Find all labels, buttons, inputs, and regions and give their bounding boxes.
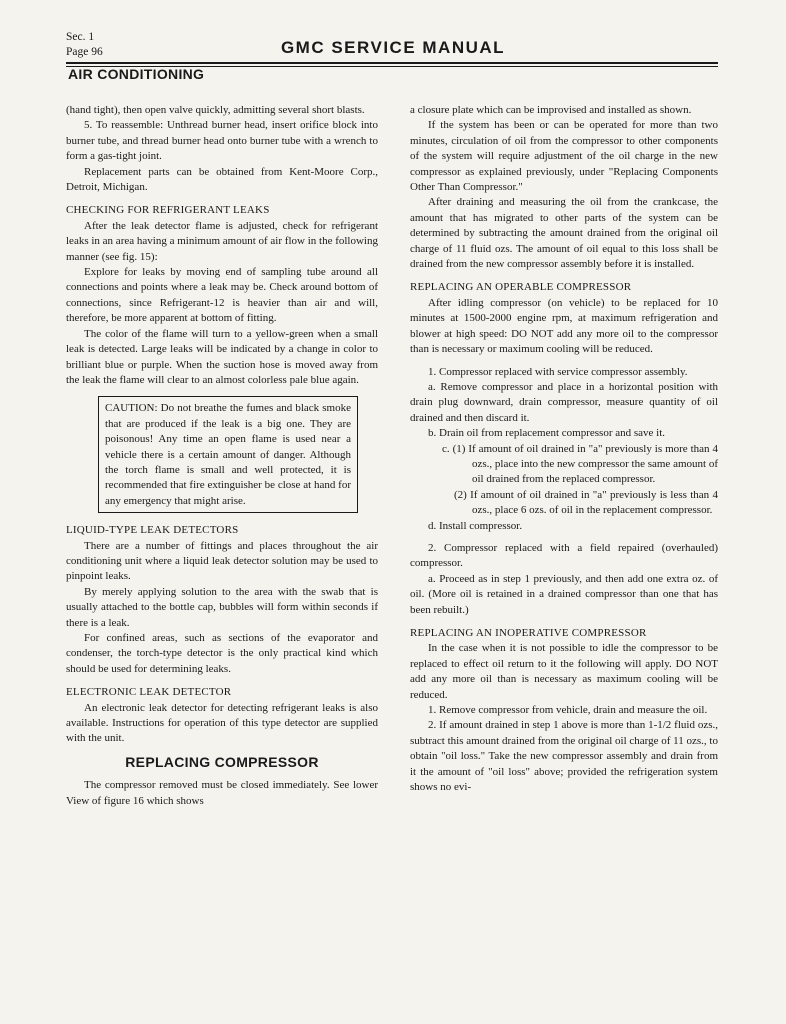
heading-replacing-compressor: REPLACING COMPRESSOR [125,753,319,770]
step: d. Install compressor. [428,519,523,532]
paragraph: An electronic leak detector for detecting refrigerant leaks is also available. Instructions for operation of this type detector are supplied with the unit. [66,701,378,745]
subheading-operable-compressor: REPLACING AN OPERABLE COMPRESSOR [410,281,632,294]
paragraph: By merely applying solution to the area with the swab that is usually attached to the bottle cap, bubbles will form within seconds if there is a leak. [66,585,378,629]
header-rule [66,62,718,64]
paragraph: a closure plate which can be improvised and installed as shown. [410,104,692,116]
paragraph: Replacement parts can be obtained from Kent-Moore Corp., Detroit, Michigan. [66,165,378,194]
step: 2. Compressor replaced with a field repaired (overhauled) compressor. [410,541,718,570]
subheading-checking-leaks: CHECKING FOR REFRIGERANT LEAKS [66,204,270,217]
paragraph: There are a number of fittings and places throughout the air conditioning unit where a liquid leak detector solution may be used to pinpoint leaks. [66,539,378,583]
left-column [66,103,378,809]
caution-box: CAUTION: Do not breathe the fumes and black smoke that are produced if the leak is a big one. They are poisonous! Any time an open flame is used near a vehicle there is a certain amount of danger. Although the torch flame is small and well protected, it is recommended that fire extinguisher be close at hand for any emergency that might arise. [98,396,358,513]
paragraph: The color of the flame will turn to a yellow-green when a small leak is detected. Large leaks will be indicated by a change in color to brilliant blue or purple. When the suction hose is moved away from the leak the flame will clear to an almost colorless pale blue again. [66,327,378,386]
subheading-electronic-detector: ELECTRONIC LEAK DETECTOR [66,686,232,699]
page-number: Page 96 [66,46,103,58]
step: a. Remove compressor and place in a horizontal position with drain plug downward, drain compressor, measure quantity of oil drained and then discard it. [410,380,718,424]
paragraph: After draining and measuring the oil from the crankcase, the amount that has migrated to other parts of the system can be determined by subtracting the amount drained from the original oil charge of 11 fluid ozs. The amount of oil equal to this loss shall be drained from the new compressor assembly before it is installed. [410,196,718,271]
step: 1. Remove compressor from vehicle, drain and measure the oil. [428,704,708,717]
paragraph: In the case when it is not possible to idle the compressor to be replaced to effect oil return to it the following will apply. DO NOT add any more oil than is necessary as maximum cooling will be reduced. [410,642,718,701]
section-heading: AIR CONDITIONING [68,66,205,82]
step: a. Proceed as in step 1 previously, and then add one extra oz. of oil. (More oil is retained in a drained compressor than one that has been rebuilt.) [410,572,718,616]
paragraph: Explore for leaks by moving end of sampling tube around all connections and points where a leak may be. Check around bottom of connections, since Refrigerant-12 is heavier than air and will, therefore, be more apparent at bottom of fitting. [66,266,378,325]
step: c. (1) If amount of oil drained in "a" previously is more than 4 ozs., place into the new compressor the same amount of oil drained from the replaced compressor. [442,442,718,486]
manual-title: GMC SERVICE MANUAL [280,38,506,57]
paragraph: 5. To reassemble: Unthread burner head, insert orifice block into burner tube, and thread burner head onto burner tube with a wrench to form a gas-tight joint. [66,119,378,163]
paragraph: After the leak detector flame is adjusted, check for refrigerant leaks in an area having a minimum amount of air flow in the following manner (see fig. 15): [66,219,378,263]
paragraph: (hand tight), then open valve quickly, admitting several short blasts. [66,104,365,116]
paragraph: After idling compressor (on vehicle) to be replaced for 10 minutes at 1500-2000 engine rpm, at maximum refrigeration and blower at high speed: DO NOT add any more oil to the compressor than is necessary or maximum cooling will be reduced. [410,296,718,356]
section-number: Sec. 1 [66,31,95,43]
subheading-liquid-detectors: LIQUID-TYPE LEAK DETECTORS [66,524,239,537]
step: b. Drain oil from replacement compressor and save it. [428,427,666,440]
step: 1. Compressor replaced with service compressor assembly. [428,365,688,378]
paragraph: If the system has been or can be operated for more than two minutes, circulation of oil from the compressor to other components of the system will require adjustment of the oil charge in the new compressor as explained previously, under "Replacing Components Other Than Compressor." [410,119,718,194]
paragraph: For confined areas, such as sections of the evaporator and condenser, the torch-type detector is the only practical kind which should be used for determining leaks. [66,632,378,675]
step: 2. If amount drained in step 1 above is more than 1-1/2 fluid ozs., subtract this amount drained from the original oil charge of 11 ozs., to obtain "oil loss." Take the new compressor assembly and drain from it the amount of "oil loss" above; provided the refrigeration system shows no evi- [410,719,718,794]
subheading-inoperative-compressor: REPLACING AN INOPERATIVE COMPRESSOR [410,627,647,639]
paragraph: The compressor removed must be closed immediately. See lower View of figure 16 which shows [66,779,378,807]
step: (2) If amount of oil drained in "a" previously is less than 4 ozs., place 6 ozs. of oil in the replacement compressor. [454,488,718,517]
right-column [410,103,718,795]
